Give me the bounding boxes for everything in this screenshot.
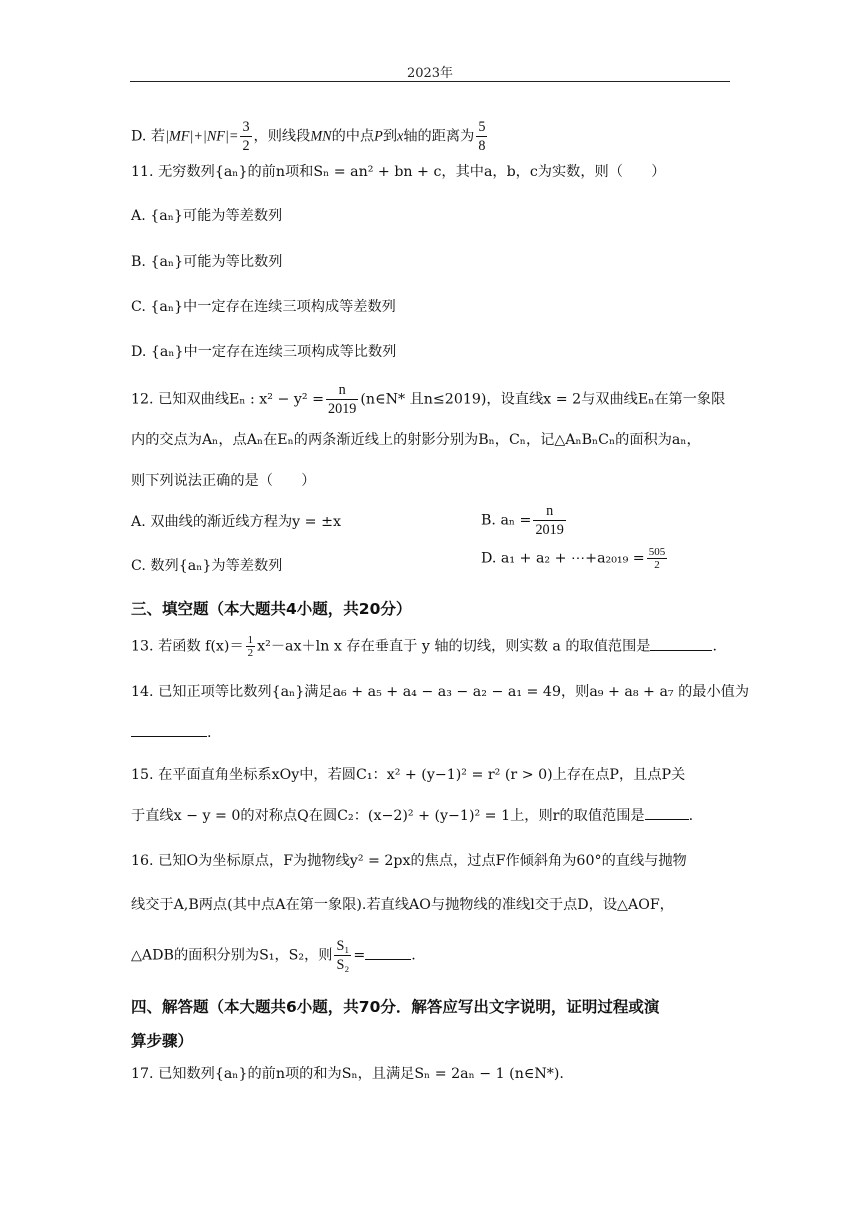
q10d-mid2: 的中点 <box>331 128 375 145</box>
q10d-ans-num: 5 <box>478 119 486 135</box>
q14-stem-line1: 14. 已知正项等比数列{aₙ}满足a₆ + a₅ + a₄ − a₃ − a₂ − a₁ = 49，则a₉ + a₈ + a₇ 的最小值为 <box>131 684 750 700</box>
q16-answer-blank <box>365 945 411 960</box>
q12-option-d <box>481 546 669 571</box>
q12-optb-den: 2019 <box>535 522 564 538</box>
q16-frac-num: S₁ <box>336 938 350 954</box>
q10d-answer-fraction <box>476 118 487 155</box>
q16-line3-text: △ADB的面积分别为S₁，S₂，则 <box>131 947 333 964</box>
q12-option-b <box>481 502 568 539</box>
q12-optd-den: 2 <box>654 559 660 571</box>
q10d-fraction <box>240 118 251 155</box>
q13-stem <box>131 634 717 659</box>
q13-end: . <box>712 638 717 655</box>
q14-answer-blank <box>131 722 207 737</box>
q10d-prefix: D. 若 <box>131 128 166 145</box>
q14-end: . <box>207 725 212 741</box>
q12-optb-num: n <box>533 502 565 521</box>
q12-optd-text: D. a₁ + a₂ + ⋯+a₂₀₁₉ = <box>481 550 645 567</box>
q16-stem-line3 <box>131 937 416 974</box>
section-fill-in-title: 三、填空题（本大题共4小题，共20分） <box>131 600 412 618</box>
q16-fraction <box>334 937 351 974</box>
header-divider <box>130 81 730 82</box>
q10d-frac-num: 3 <box>242 119 250 135</box>
q16-equals: = <box>353 947 366 964</box>
q10d-axis: x <box>397 128 404 145</box>
q12-optb-text: B. aₙ = <box>481 512 532 529</box>
q12-option-c: C. 数列{aₙ}为等差数列 <box>131 558 283 574</box>
q12-stem-b: (n∈N* 且n≤2019)，设直线x = 2与双曲线Eₙ在第一象限 <box>360 391 726 408</box>
q17-stem: 17. 已知数列{aₙ}的前n项的和为Sₙ，且满足Sₙ = 2aₙ − 1 (n∈N*). <box>131 1066 564 1082</box>
q11-option-d: D. {aₙ}中一定存在连续三项构成等比数列 <box>131 344 397 360</box>
q10d-seg: MN <box>310 128 332 145</box>
q16-stem-line1: 16. 已知O为坐标原点，F为抛物线y² = 2px的焦点，过点F作倾斜角为60°的直线与抛物 <box>131 853 687 869</box>
q11-option-c: C. {aₙ}中一定存在连续三项构成等差数列 <box>131 299 396 315</box>
q12-optb-fraction <box>533 502 565 539</box>
q11-option-a: A. {aₙ}可能为等差数列 <box>131 208 283 224</box>
q10d-mid: ，则线段 <box>253 128 311 145</box>
q12-stem-frac-den: 2019 <box>328 401 357 417</box>
q11-stem: 11. 无穷数列{aₙ}的前n项和Sₙ = an² + bn + c，其中a，b，c为实数，则（ ） <box>131 164 666 180</box>
q16-end: . <box>411 947 416 964</box>
page-header-year: 2023年 <box>406 66 454 81</box>
q10d-ans-den: 8 <box>478 138 486 154</box>
q13-frac-num: 1 <box>247 634 254 646</box>
q11-option-b: B. {aₙ}可能为等比数列 <box>131 254 283 270</box>
q12-stem-line1 <box>131 381 725 418</box>
q12-stem-line2: 内的交点为Aₙ，点Aₙ在Eₙ的两条渐近线上的射影分别为Bₙ，Cₙ，记△AₙBₙCₙ的面积为aₙ， <box>131 432 701 448</box>
q13-fraction <box>246 634 256 659</box>
q12-stem-fraction <box>326 381 358 418</box>
q12-optd-num: 505 <box>648 546 666 558</box>
q12-stem-frac-num: n <box>326 381 358 400</box>
q16-stem-line2: 线交于A,B两点(其中点A在第一象限).若直线AO与抛物线的准线l交于点D，设△AOF， <box>131 897 674 913</box>
q10-option-d <box>131 118 489 155</box>
q13-frac-den: 2 <box>247 647 254 659</box>
q16-frac-den: S₂ <box>336 957 350 973</box>
q10d-mid3: 到 <box>382 128 398 145</box>
q10d-frac-den: 2 <box>242 138 250 154</box>
q15-stem-line2 <box>131 805 693 826</box>
q10d-mid4: 轴的距离为 <box>403 128 475 145</box>
q12-option-a: A. 双曲线的渐近线方程为y = ±x <box>131 514 341 530</box>
q12-optd-fraction <box>647 546 668 571</box>
q15-end: . <box>688 808 694 824</box>
q13-body: x²－ax＋ln x 存在垂直于 y 轴的切线，则实数 a 的取值范围是 <box>257 638 651 655</box>
q14-stem-line2 <box>131 722 212 743</box>
q12-stem-line3: 则下列说法正确的是（ ） <box>131 473 316 489</box>
q10d-pt: P <box>374 128 383 145</box>
section-solution-title-line2: 算步骤） <box>131 1032 194 1050</box>
q15-line2-text: 于直线x − y = 0的对称点Q在圆C₂：(x−2)² + (y−1)² = 1上，则r的取值范围是 <box>131 808 645 824</box>
q12-stem-a: 12. 已知双曲线Eₙ : x² − y² = <box>131 391 325 408</box>
q15-stem-line1: 15. 在平面直角坐标系xOy中，若圆C₁：x² + (y−1)² = r² (r > 0)上存在点P，且点P关 <box>131 767 686 783</box>
q15-answer-blank <box>645 805 689 820</box>
section-solution-title-line1: 四、解答题（本大题共6小题，共70分．解答应写出文字说明，证明过程或演 <box>131 998 660 1016</box>
q13-answer-blank <box>650 636 712 651</box>
q13-prefix: 13. 若函数 f(x)＝ <box>131 638 244 655</box>
q10d-expr: |MF|+|NF|= <box>165 128 239 145</box>
